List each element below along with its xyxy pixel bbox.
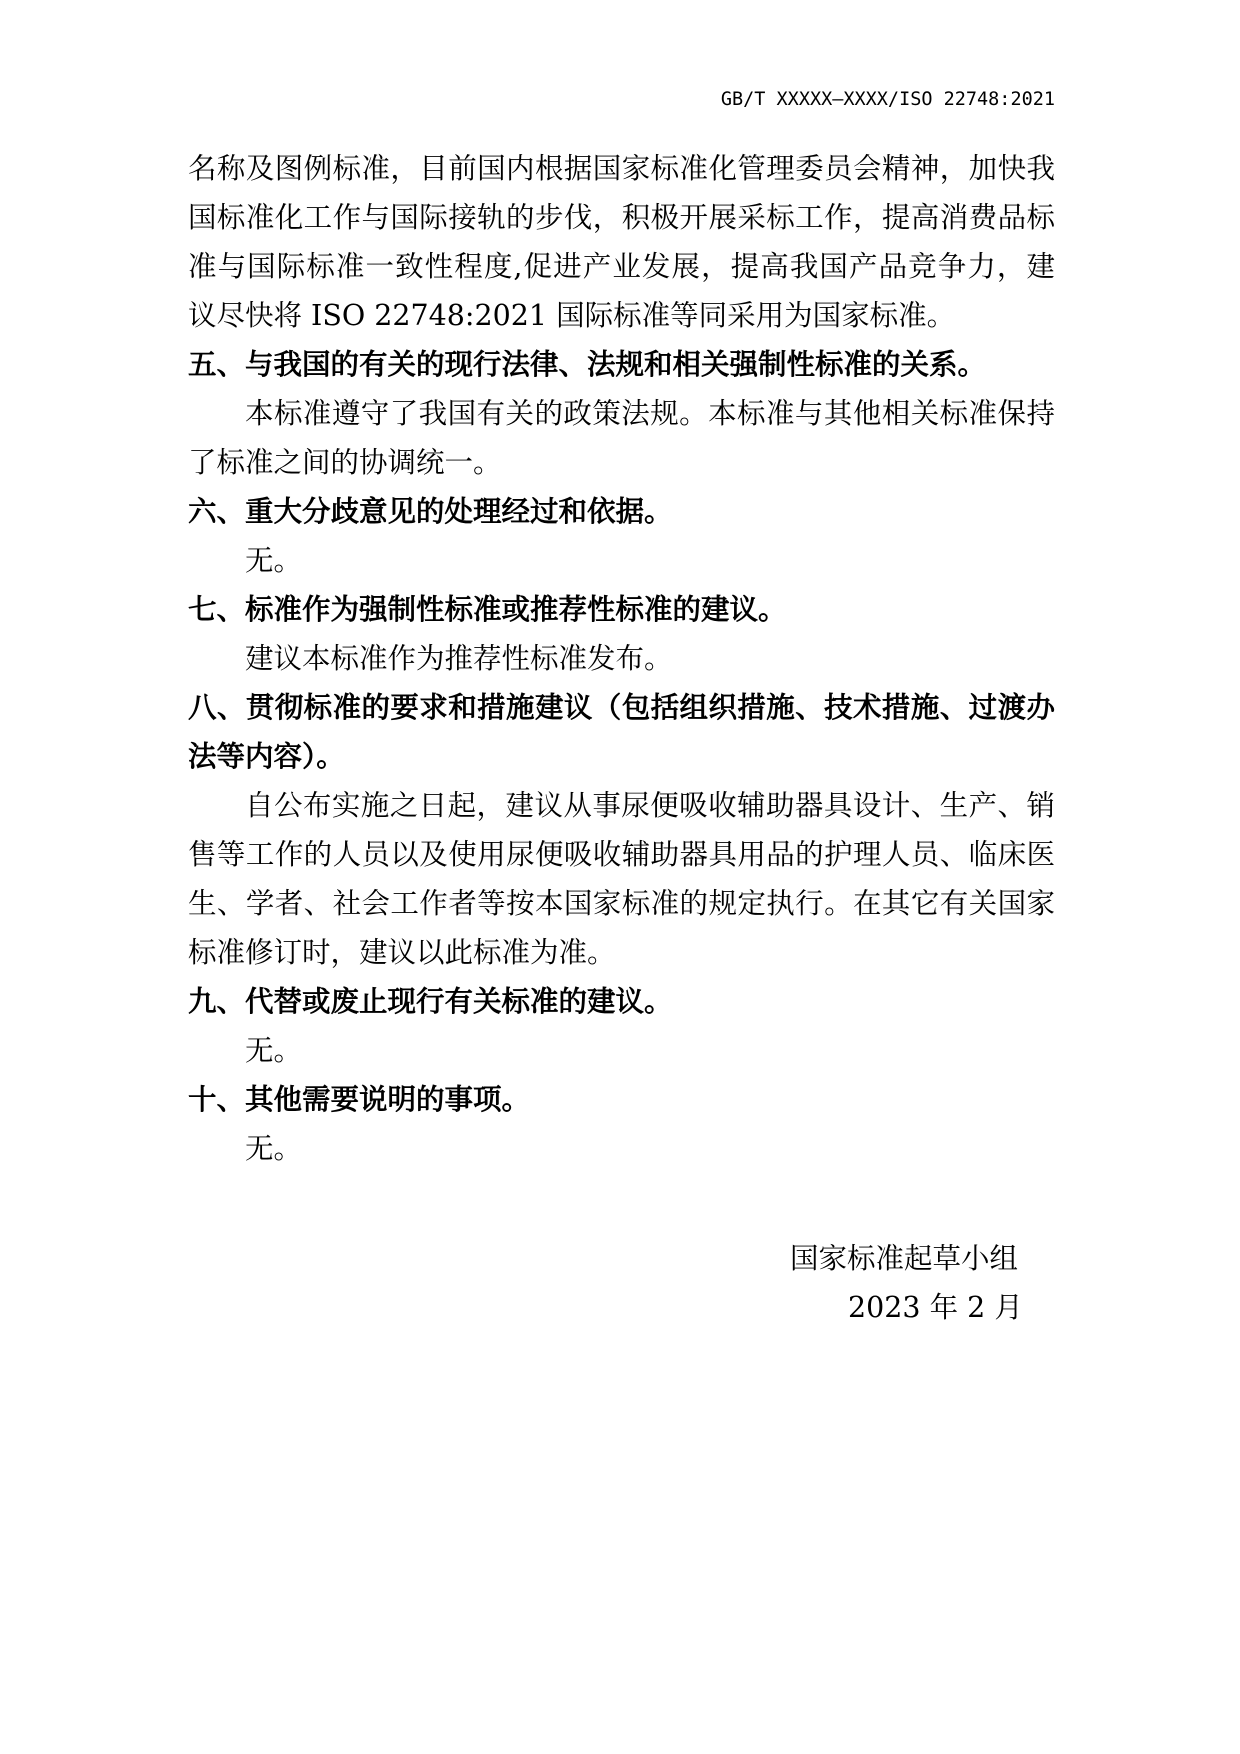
paragraph-line: 建议本标准作为推荐性标准发布。 [245,642,673,675]
section-heading: 八、贯彻标准的要求和措施建议（包括组织措施、技术措施、过渡办 [188,691,1055,724]
signature-date: 2023 年 2 月 [848,1291,1023,1324]
section-heading: 五、与我国的有关的现行法律、法规和相关强制性标准的关系。 [188,348,987,381]
paragraph-line: 自公布实施之日起，建议从事尿便吸收辅助器具设计、生产、销 [245,789,1055,822]
document-body [188,144,1055,1173]
paragraph-line: 无。 [245,544,303,577]
paragraph-line: 议尽快将 ISO 22748:2021 国际标准等同采用为国家标准。 [188,299,956,332]
signature-organization: 国家标准起草小组 [790,1242,1019,1275]
paragraph-line: 售等工作的人员以及使用尿便吸收辅助器具用品的护理人员、临床医 [188,838,1055,871]
section-heading: 十、其他需要说明的事项。 [188,1083,531,1116]
section-heading: 九、代替或废止现行有关标准的建议。 [188,985,673,1018]
paragraph-line: 名称及图例标准，目前国内根据国家标准化管理委员会精神，加快我 [188,152,1055,185]
paragraph-line: 无。 [245,1132,303,1165]
paragraph-line: 了标准之间的协调统一。 [188,446,502,479]
paragraph-line: 标准修订时，建议以此标准为准。 [188,936,616,969]
paragraph-line: 国标准化工作与国际接轨的步伐，积极开展采标工作，提高消费品标 [188,201,1055,234]
paragraph-line: 生、学者、社会工作者等按本国家标准的规定执行。在其它有关国家 [188,887,1055,920]
document-code-header: GB/T XXXXX—XXXX/ISO 22748:2021 [720,89,1055,110]
section-heading: 法等内容）。 [188,740,345,773]
paragraph-line: 本标准遵守了我国有关的政策法规。本标准与其他相关标准保持 [245,397,1055,430]
section-heading: 七、标准作为强制性标准或推荐性标准的建议。 [188,593,787,626]
section-heading: 六、重大分歧意见的处理经过和依据。 [188,495,673,528]
paragraph-line: 无。 [245,1034,303,1067]
paragraph-line: 准与国际标准一致性程度,促进产业发展，提高我国产品竞争力，建 [188,250,1055,283]
